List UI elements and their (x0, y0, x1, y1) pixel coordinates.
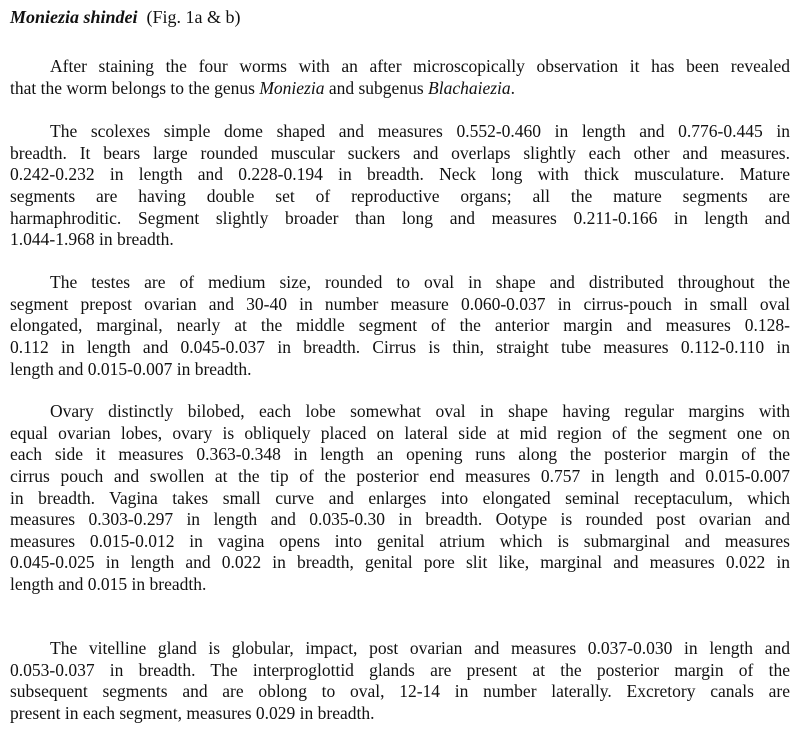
paragraph-testes (10, 272, 790, 380)
figure-reference: (Fig. 1a & b) (146, 7, 241, 27)
text-line: 0.242-0.232 in length and 0.228-0.194 in breadth. Neck long with thick musculature. Mature (10, 164, 790, 185)
text-line: that the worm belongs to the genus Moniezia and subgenus Blachaiezia. (10, 77, 516, 98)
text-line: in breadth. Vagina takes small curve and enlarges into elongated seminal receptaculum, which (10, 487, 790, 508)
text-line: each side it measures 0.363-0.348 in length an opening runs along the posterior margin of the (10, 444, 790, 465)
text-line: The vitelline gland is globular, impact, post ovarian and measures 0.037-0.030 in length and (50, 638, 790, 658)
text-line: cirrus pouch and swollen at the tip of the posterior end measures 0.757 in length and 0.015-0.007 (10, 465, 790, 486)
text-line: length and 0.015 in breadth. (10, 574, 207, 595)
text-line: The testes are of medium size, rounded to oval in shape and distributed throughout the (50, 272, 790, 292)
text-line: equal ovarian lobes, ovary is obliquely placed on lateral side at mid region of the segment one on (10, 422, 790, 443)
text-line: subsequent segments and are oblong to oval, 12-14 in number laterally. Excretory canals are (10, 681, 790, 702)
text-line: The scolexes simple dome shaped and measures 0.552-0.460 in length and 0.776-0.445 in (50, 121, 790, 141)
paragraph-scolex (10, 121, 790, 251)
text-line: Ovary distinctly bilobed, each lobe somewhat oval in shape having regular margins with (50, 401, 790, 421)
text-line: 0.112 in length and 0.045-0.037 in breadth. Cirrus is thin, straight tube measures 0.112-0.110 in (10, 336, 790, 357)
text-line: elongated, marginal, nearly at the middle segment of the anterior margin and measures 0.128- (10, 315, 790, 336)
text-line: segments are having double set of reproductive organs; all the mature segments are (10, 185, 790, 206)
text-line: present in each segment, measures 0.029 in breadth. (10, 702, 375, 723)
text-line: segment prepost ovarian and 30-40 in number measure 0.060-0.037 in cirrus-pouch in small oval (10, 293, 790, 314)
paragraph-ovary (10, 401, 790, 596)
paragraph-identification (10, 56, 790, 99)
section-heading (10, 6, 241, 28)
text-line: 1.044-1.968 in breadth. (10, 229, 174, 250)
text-line: measures 0.015-0.012 in vagina opens into genital atrium which is submarginal and measures (10, 530, 790, 551)
text-line: After staining the four worms with an after microscopically observation it has been revealed (50, 56, 790, 76)
text-line: harmaphroditic. Segment slightly broader than long and measures 0.211-0.166 in length and (10, 207, 790, 228)
text-line: 0.045-0.025 in length and 0.022 in breadth, genital pore slit like, marginal and measures 0.022 in (10, 552, 790, 573)
text-line: 0.053-0.037 in breadth. The interproglottid glands are present at the posterior margin of the (10, 659, 790, 680)
species-name: Moniezia shindei (10, 7, 138, 27)
paragraph-vitelline-gland (10, 638, 790, 725)
text-line: length and 0.015-0.007 in breadth. (10, 358, 252, 379)
text-line: measures 0.303-0.297 in length and 0.035-0.30 in breadth. Ootype is rounded post ovarian and (10, 509, 790, 530)
text-line: breadth. It bears large rounded muscular suckers and overlaps slightly each other and measures. (10, 142, 790, 163)
